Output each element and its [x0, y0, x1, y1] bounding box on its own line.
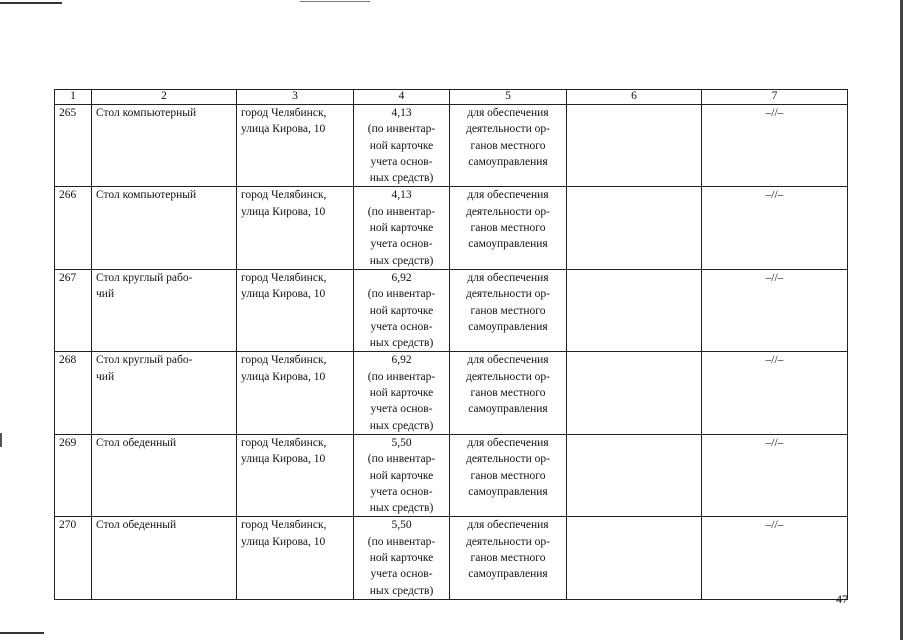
- address-line: улица Кирова, 10: [241, 288, 326, 301]
- header-col-2: 2: [92, 90, 237, 105]
- item-name-cell: [92, 269, 237, 351]
- header-col-1: 1: [55, 90, 92, 105]
- cost-line: 4,13: [391, 189, 412, 202]
- item-name-cell: [92, 187, 237, 269]
- address-cell: [237, 105, 354, 187]
- item-name-line: Стол обеденный: [96, 519, 177, 532]
- table-row: [55, 434, 848, 516]
- cost-line: ных средств): [369, 584, 434, 597]
- purpose-line: для обеспечения: [467, 107, 549, 119]
- col6-cell: [567, 269, 702, 351]
- purpose-line: самоуправления: [468, 485, 548, 498]
- address-line: улица Кирова, 10: [241, 370, 326, 383]
- purpose-line: для обеспечения: [467, 271, 549, 284]
- table-row: [55, 517, 848, 599]
- cost-line: ных средств): [369, 337, 434, 350]
- purpose-line: ганов местного: [470, 469, 546, 482]
- scan-artifact-right-edge: [900, 0, 903, 640]
- scan-artifact-bottom-left: [0, 632, 44, 634]
- scan-artifact-top-mid: [300, 1, 370, 2]
- purpose-cell: [450, 517, 567, 599]
- col7-ditto-cell: –//–: [702, 187, 848, 269]
- item-name-line: Стол обеденный: [96, 436, 177, 449]
- row-number-cell: 270: [55, 517, 92, 599]
- purpose-line: самоуправления: [468, 320, 548, 333]
- purpose-line: деятельности ор-: [465, 123, 551, 136]
- cost-line: учета основ-: [370, 403, 433, 416]
- purpose-cell: [450, 187, 567, 269]
- purpose-line: деятельности ор-: [465, 205, 551, 218]
- cost-line: 6,92: [391, 354, 412, 367]
- address-line: город Челябинск,: [241, 354, 327, 367]
- page-number: 47: [836, 592, 848, 606]
- purpose-line: самоуправления: [468, 568, 548, 581]
- item-name-line: Стол компьютерный: [96, 107, 197, 119]
- address-line: город Челябинск,: [241, 519, 327, 532]
- row-number-cell: 267: [55, 269, 92, 351]
- purpose-line: ганов местного: [470, 387, 546, 400]
- header-col-3: 3: [237, 90, 354, 105]
- item-name-line: Стол круглый рабо-: [96, 354, 193, 367]
- cost-line: (по инвентар-: [367, 535, 436, 548]
- col7-ditto-cell: –//–: [702, 269, 848, 351]
- purpose-line: ганов местного: [470, 304, 546, 317]
- col7-ditto-cell: –//–: [702, 434, 848, 516]
- header-col-7: 7: [702, 90, 848, 105]
- table-header-row: [55, 90, 848, 105]
- item-name-cell: [92, 105, 237, 187]
- purpose-line: самоуправления: [468, 155, 548, 168]
- row-number-cell: 265: [55, 105, 92, 187]
- item-name-line: чий: [96, 288, 115, 301]
- inventory-table: [54, 89, 848, 600]
- cost-cell: [354, 187, 450, 269]
- purpose-line: для обеспечения: [467, 436, 549, 449]
- address-cell: [237, 269, 354, 351]
- cost-line: учета основ-: [370, 155, 433, 168]
- cost-line: учета основ-: [370, 485, 433, 498]
- cost-cell: [354, 269, 450, 351]
- cost-line: 4,13: [391, 107, 412, 119]
- purpose-cell: [450, 434, 567, 516]
- cost-line: учета основ-: [370, 320, 433, 333]
- purpose-line: ганов местного: [470, 552, 546, 565]
- table-row: [55, 105, 848, 187]
- col6-cell: [567, 352, 702, 434]
- header-col-5: 5: [450, 90, 567, 105]
- item-name-cell: [92, 352, 237, 434]
- purpose-line: самоуправления: [468, 238, 548, 251]
- address-line: город Челябинск,: [241, 189, 327, 202]
- cost-line: ных средств): [369, 502, 434, 515]
- item-name-line: Стол круглый рабо-: [96, 271, 193, 284]
- address-line: город Челябинск,: [241, 107, 327, 119]
- address-line: улица Кирова, 10: [241, 535, 326, 548]
- cost-line: ной карточке: [369, 304, 434, 317]
- purpose-line: самоуправления: [468, 403, 548, 416]
- cost-line: ных средств): [369, 254, 434, 267]
- table-row: [55, 269, 848, 351]
- cost-cell: [354, 105, 450, 187]
- row-number-cell: 268: [55, 352, 92, 434]
- cost-line: учета основ-: [370, 568, 433, 581]
- row-number-cell: 266: [55, 187, 92, 269]
- purpose-line: для обеспечения: [467, 519, 549, 532]
- cost-line: ной карточке: [369, 222, 434, 235]
- purpose-line: ганов местного: [470, 222, 546, 235]
- purpose-line: для обеспечения: [467, 354, 549, 367]
- item-name-cell: [92, 434, 237, 516]
- cost-line: 5,50: [391, 519, 412, 532]
- purpose-cell: [450, 352, 567, 434]
- col7-ditto-cell: –//–: [702, 352, 848, 434]
- purpose-line: деятельности ор-: [465, 535, 551, 548]
- col6-cell: [567, 517, 702, 599]
- address-line: город Челябинск,: [241, 271, 327, 284]
- address-line: улица Кирова, 10: [241, 453, 326, 466]
- cost-cell: [354, 352, 450, 434]
- cost-line: (по инвентар-: [367, 288, 436, 301]
- cost-line: ных средств): [369, 419, 434, 432]
- purpose-cell: [450, 269, 567, 351]
- header-col-4: 4: [354, 90, 450, 105]
- purpose-line: ганов местного: [470, 139, 546, 152]
- col6-cell: [567, 187, 702, 269]
- cost-cell: [354, 517, 450, 599]
- header-col-6: 6: [567, 90, 702, 105]
- address-line: улица Кирова, 10: [241, 205, 326, 218]
- purpose-line: деятельности ор-: [465, 453, 551, 466]
- col6-cell: [567, 434, 702, 516]
- cost-line: (по инвентар-: [367, 370, 436, 383]
- cost-line: ной карточке: [369, 552, 434, 565]
- cost-cell: [354, 434, 450, 516]
- col7-ditto-cell: –//–: [702, 517, 848, 599]
- cost-line: 6,92: [391, 271, 412, 284]
- purpose-line: деятельности ор-: [465, 288, 551, 301]
- address-cell: [237, 517, 354, 599]
- address-cell: [237, 434, 354, 516]
- table-row: [55, 352, 848, 434]
- purpose-line: деятельности ор-: [465, 370, 551, 383]
- row-number-cell: 269: [55, 434, 92, 516]
- cost-line: (по инвентар-: [367, 123, 436, 136]
- purpose-line: для обеспечения: [467, 189, 549, 202]
- cost-line: учета основ-: [370, 238, 433, 251]
- address-cell: [237, 187, 354, 269]
- address-line: город Челябинск,: [241, 436, 327, 449]
- item-name-line: Стол компьютерный: [96, 189, 197, 202]
- purpose-cell: [450, 105, 567, 187]
- cost-line: (по инвентар-: [367, 205, 436, 218]
- col6-cell: [567, 105, 702, 187]
- col7-ditto-cell: –//–: [702, 105, 848, 187]
- table-row: [55, 187, 848, 269]
- item-name-line: чий: [96, 370, 115, 383]
- cost-line: ных средств): [369, 172, 434, 185]
- item-name-cell: [92, 517, 237, 599]
- cost-line: ной карточке: [369, 469, 434, 482]
- cost-line: ной карточке: [369, 387, 434, 400]
- cost-line: ной карточке: [369, 139, 434, 152]
- scan-artifact-left-edge: [0, 433, 2, 447]
- address-cell: [237, 352, 354, 434]
- cost-line: (по инвентар-: [367, 453, 436, 466]
- address-line: улица Кирова, 10: [241, 123, 326, 136]
- cost-line: 5,50: [391, 436, 412, 449]
- scan-artifact-top-left: [0, 2, 62, 4]
